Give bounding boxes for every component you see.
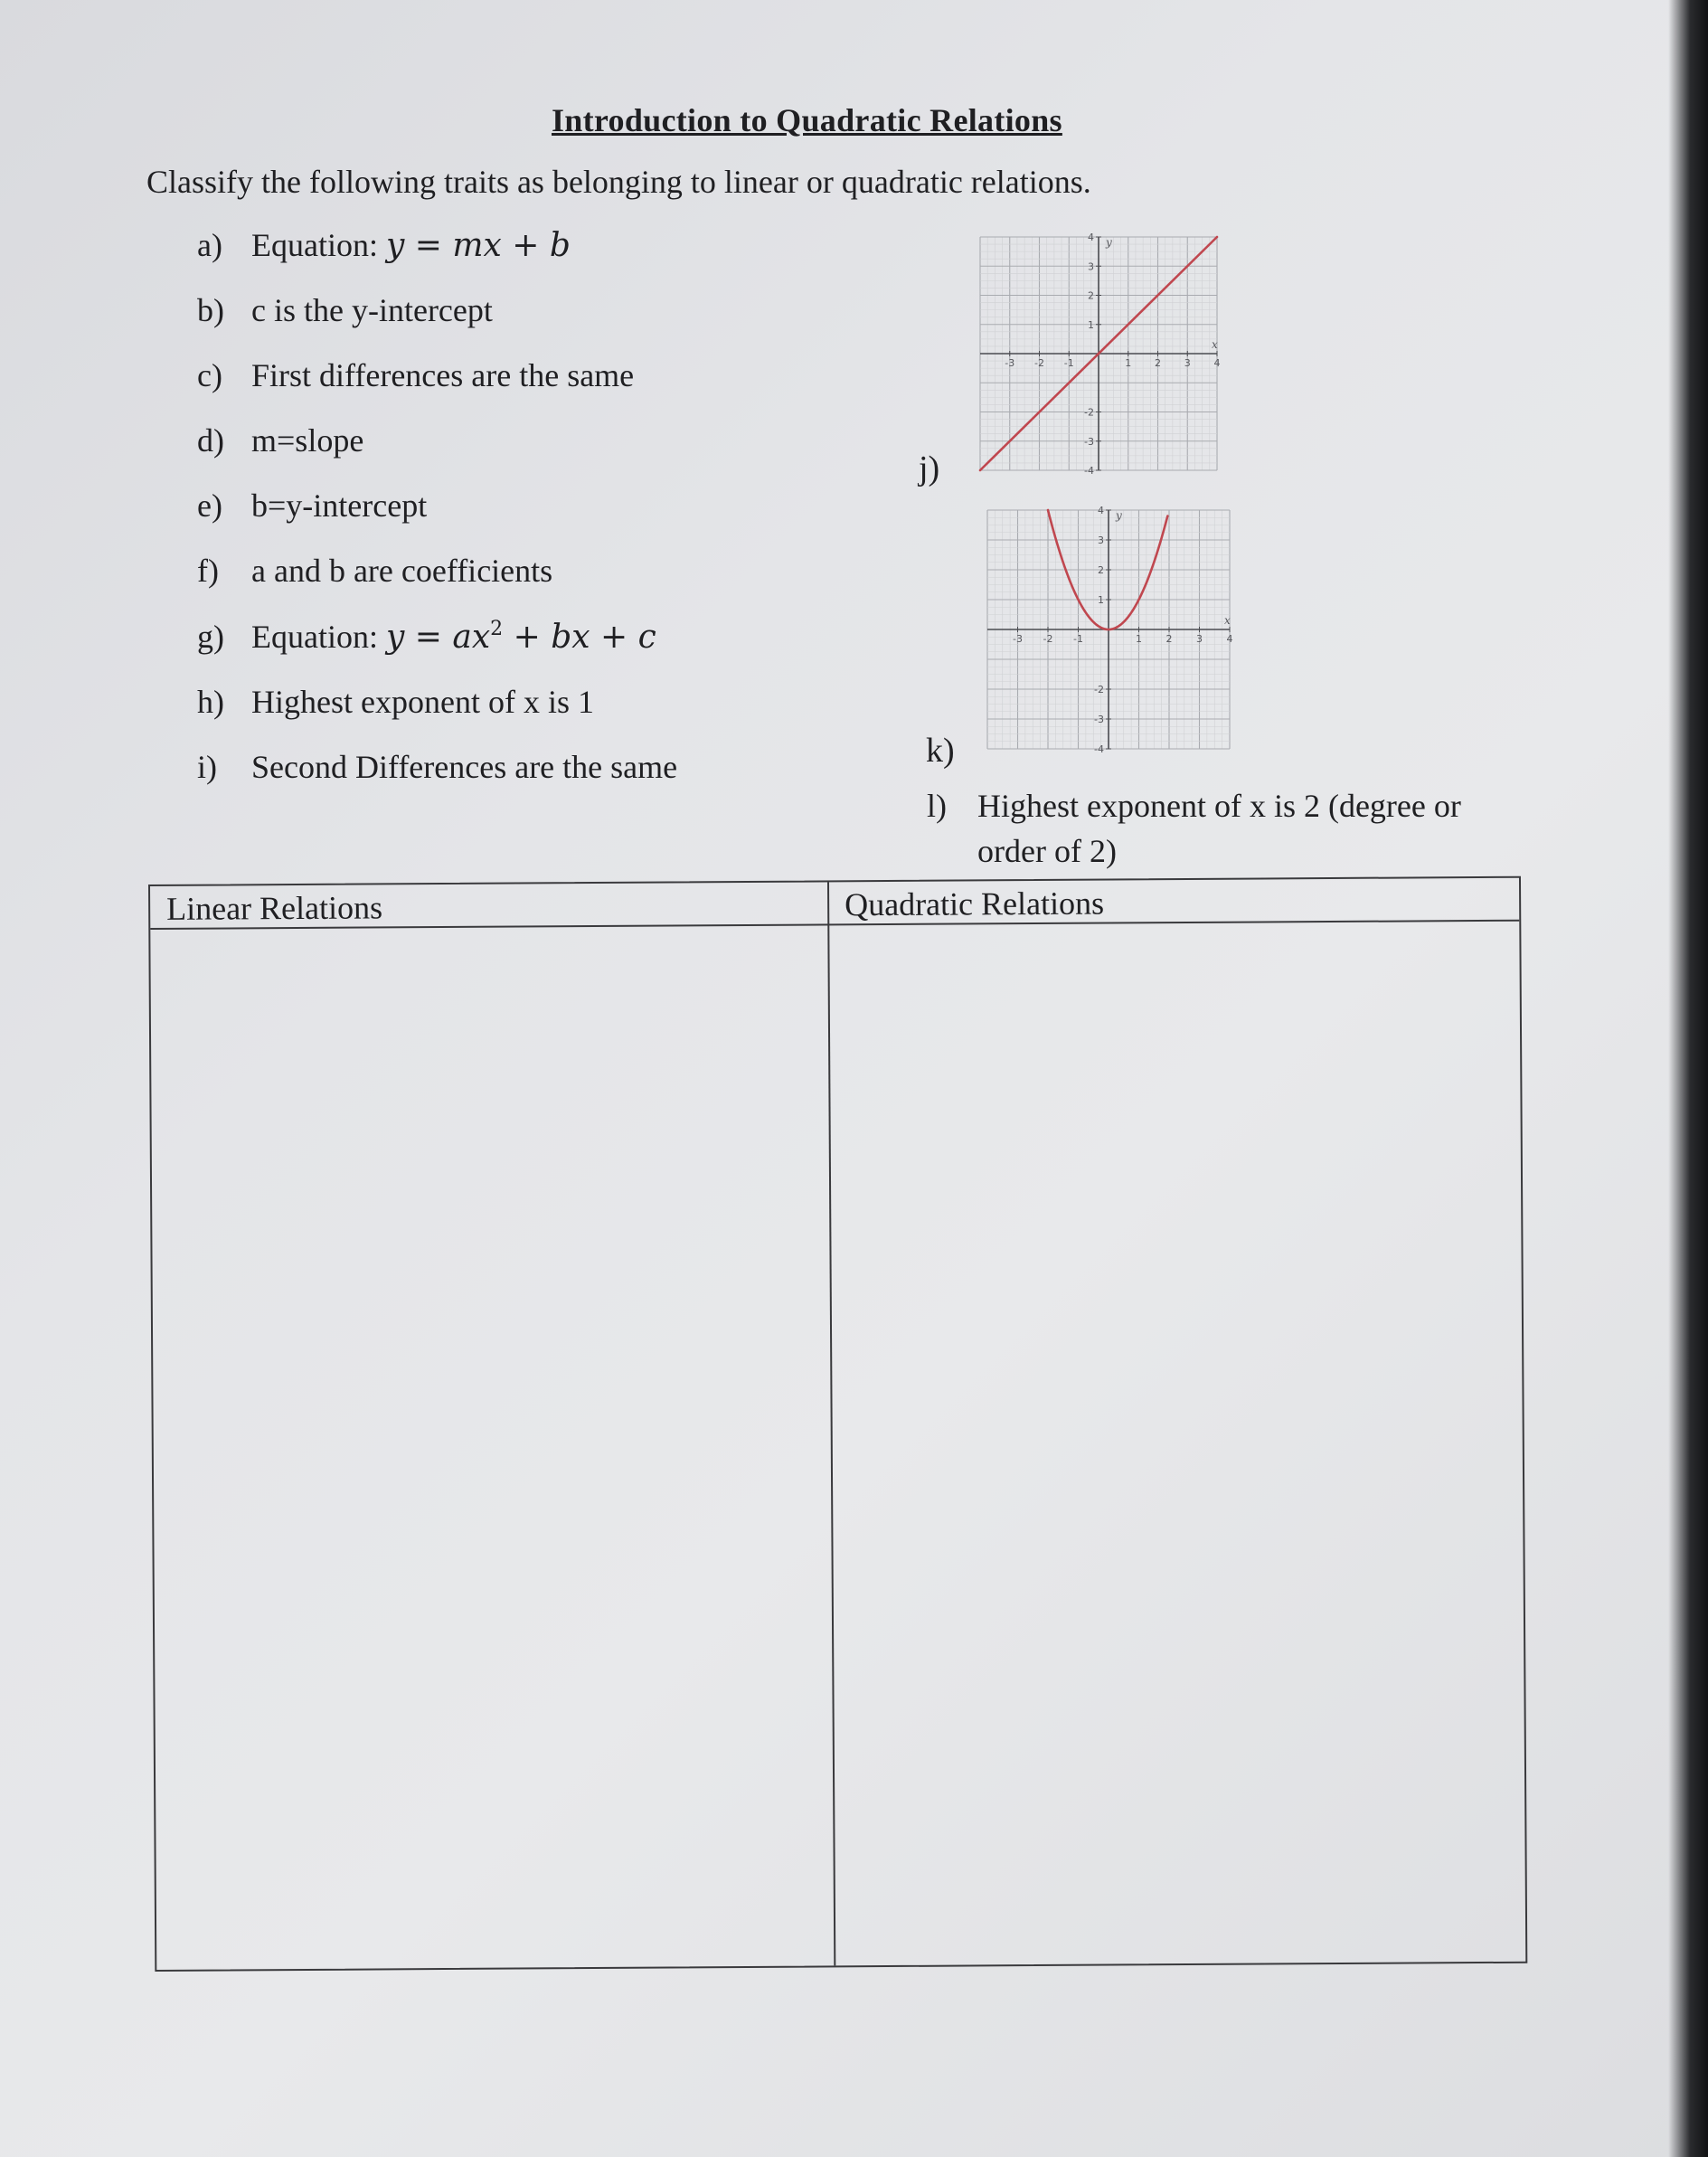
quadratic-relations-header: Quadratic Relations	[845, 885, 1105, 923]
trait-item-b	[197, 291, 493, 329]
x-tick-label: -2	[1043, 633, 1053, 645]
x-tick-label: 1	[1125, 357, 1132, 369]
y-tick-label: 1	[1088, 318, 1094, 331]
trait-item-a	[197, 226, 571, 264]
x-tick-label: -3	[1013, 633, 1023, 645]
x-tick-label: 4	[1226, 633, 1233, 645]
classification-table	[148, 876, 1527, 1972]
linear-relations-header: Linear Relations	[166, 889, 383, 927]
y-tick-label: 4	[1088, 233, 1094, 243]
graph-k-label: k)	[926, 732, 955, 770]
trait-item-i	[197, 748, 677, 786]
y-tick-label: 1	[1098, 594, 1104, 606]
trait-item-f	[197, 552, 552, 590]
y-tick-label: -3	[1084, 435, 1094, 448]
item-prefix: Equation:	[251, 619, 386, 655]
equation-exponent: 2	[490, 618, 504, 640]
instructions-text: Classify the following traits as belonging to linear or quadratic relations.	[146, 164, 1091, 200]
linear-equation: y = mx + b	[385, 227, 571, 264]
item-label: f)	[197, 553, 219, 589]
trait-item-e	[197, 487, 427, 525]
quadratic-equation	[386, 619, 656, 656]
y-tick-label: -2	[1094, 684, 1104, 695]
x-tick-label: 2	[1165, 633, 1173, 645]
y-tick-label: -4	[1084, 465, 1094, 474]
x-tick-label: 3	[1196, 633, 1203, 645]
y-axis-label: y	[1106, 236, 1112, 249]
equation-part: + bx + c	[503, 619, 656, 656]
linear-relations-answer-area[interactable]	[150, 925, 834, 1970]
y-tick-label: 3	[1098, 535, 1104, 546]
trait-item-c	[197, 356, 634, 394]
y-tick-label: -3	[1094, 714, 1104, 725]
graph-j-label: j)	[919, 449, 940, 487]
item-text: a and b are coefficients	[251, 553, 553, 589]
item-label: e)	[197, 487, 222, 524]
item-text: Highest exponent of x is 2 (degree or order of 2)	[977, 788, 1461, 869]
trait-item-g	[197, 618, 656, 656]
x-tick-label: -1	[1073, 633, 1083, 645]
y-tick-label: -2	[1084, 406, 1094, 419]
x-axis-label: x	[1224, 614, 1231, 627]
item-text: Highest exponent of x is 1	[251, 684, 594, 720]
item-label: a)	[197, 227, 222, 263]
equation-part: y = ax	[385, 619, 491, 656]
item-label: d)	[197, 422, 224, 459]
x-tick-label: -1	[1063, 357, 1074, 369]
trait-item-d	[197, 421, 363, 459]
y-tick-label: 2	[1098, 564, 1104, 576]
item-label: h)	[197, 684, 224, 720]
item-label: b)	[197, 292, 224, 328]
item-text: c is the y-intercept	[251, 292, 493, 328]
y-tick-label: -4	[1094, 743, 1104, 752]
parabola-graph	[984, 506, 1233, 752]
y-tick-label: 4	[1098, 506, 1104, 516]
item-text: Second Differences are the same	[251, 749, 678, 785]
quadratic-relations-answer-area[interactable]	[829, 922, 1525, 1966]
x-tick-label: -2	[1034, 357, 1044, 369]
y-tick-label: 3	[1088, 260, 1094, 273]
item-text: First differences are the same	[251, 357, 635, 393]
screen-edge-shadow	[1668, 0, 1708, 2157]
trait-item-h	[197, 683, 594, 721]
y-tick-label: 2	[1088, 289, 1094, 302]
item-label: g)	[197, 619, 224, 655]
item-prefix: Equation:	[251, 227, 386, 263]
item-label: l)	[927, 788, 947, 824]
x-axis-label: x	[1212, 338, 1218, 351]
x-tick-label: 1	[1136, 633, 1142, 645]
item-label: c)	[197, 357, 222, 393]
x-tick-label: -3	[1005, 357, 1015, 369]
y-axis-label: y	[1116, 509, 1122, 522]
item-label: i)	[197, 749, 217, 785]
x-tick-label: 2	[1155, 357, 1161, 369]
item-text: m=slope	[251, 422, 364, 459]
x-tick-label: 4	[1213, 357, 1221, 369]
worksheet-title: Introduction to Quadratic Relations	[552, 102, 1062, 138]
x-tick-label: 3	[1184, 357, 1191, 369]
linear-graph	[977, 233, 1221, 474]
item-text: b=y-intercept	[251, 487, 428, 524]
